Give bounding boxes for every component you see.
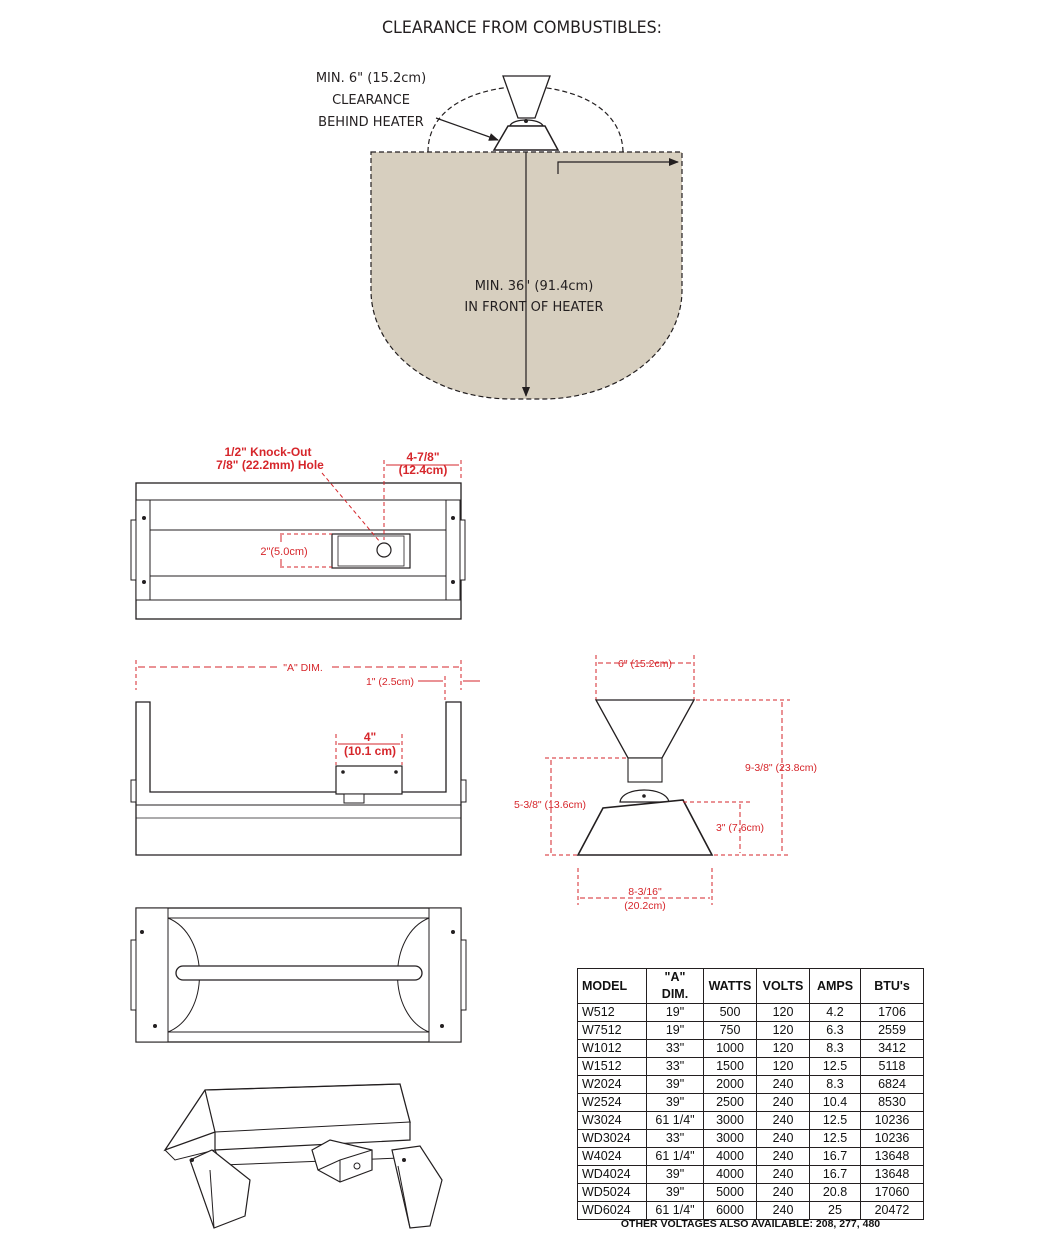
behind-clearance-label-1: MIN. 6" (15.2cm) [315, 71, 427, 86]
table-cell: 61 1/4" [647, 1112, 704, 1130]
table-cell: WD6024 [578, 1202, 647, 1220]
header-btus: BTU's [861, 969, 924, 1004]
table-cell: 1500 [704, 1058, 757, 1076]
table-cell: 33" [647, 1040, 704, 1058]
table-cell: W2524 [578, 1094, 647, 1112]
table-cell: 6824 [861, 1076, 924, 1094]
a-dim-label: "A" DIM. [283, 662, 323, 674]
table-cell: 8530 [861, 1094, 924, 1112]
table-cell: 39" [647, 1076, 704, 1094]
table-cell: W1512 [578, 1058, 647, 1076]
table-row [578, 1076, 924, 1094]
model-spec-table [577, 968, 924, 1220]
table-cell: 33" [647, 1058, 704, 1076]
behind-clearance-label-3: BEHIND HEATER [318, 115, 424, 130]
table-cell: 39" [647, 1166, 704, 1184]
table-cell: 1706 [861, 1004, 924, 1022]
heater-side-view [514, 655, 817, 912]
table-cell: 5000 [704, 1184, 757, 1202]
table-cell: 3412 [861, 1040, 924, 1058]
bottom-width-label-1: 8-3/16" [628, 886, 662, 898]
table-cell: 13648 [861, 1148, 924, 1166]
table-row [578, 1130, 924, 1148]
end-gap-label: 1" (2.5cm) [365, 676, 415, 688]
table-cell: W1012 [578, 1040, 647, 1058]
table-cell: 8.3 [810, 1076, 861, 1094]
table-cell: 10236 [861, 1130, 924, 1148]
table-row [578, 1184, 924, 1202]
clearance-title: CLEARANCE FROM COMBUSTIBLES: [382, 18, 662, 38]
table-cell: 1000 [704, 1040, 757, 1058]
table-cell: 120 [757, 1004, 810, 1022]
table-cell: 240 [757, 1184, 810, 1202]
bracket-width-label: 6" (15.2cm) [618, 658, 672, 670]
table-cell: 120 [757, 1040, 810, 1058]
table-cell: 39" [647, 1094, 704, 1112]
table-cell: 12.5 [810, 1058, 861, 1076]
table-cell: 8.3 [810, 1040, 861, 1058]
offset-label-1: 4-7/8" [406, 450, 440, 464]
header-watts: WATTS [704, 969, 757, 1004]
table-cell: 240 [757, 1076, 810, 1094]
table-cell: 4.2 [810, 1004, 861, 1022]
table-row [578, 1112, 924, 1130]
heating-element [176, 966, 422, 980]
table-cell: 240 [757, 1112, 810, 1130]
header-model: MODEL [578, 969, 647, 1004]
knockout-hole [377, 543, 391, 557]
table-cell: W3024 [578, 1112, 647, 1130]
table-row [578, 1040, 924, 1058]
offset-label-2: (12.4cm) [398, 463, 448, 477]
table-cell: 10236 [861, 1112, 924, 1130]
table-cell: WD5024 [578, 1184, 647, 1202]
table-cell: 2559 [861, 1022, 924, 1040]
box-width-label-2: (10.1 cm) [343, 744, 397, 758]
header-amps: AMPS [810, 969, 861, 1004]
table-cell: 6000 [704, 1202, 757, 1220]
table-cell: 240 [757, 1202, 810, 1220]
table-cell: 240 [757, 1094, 810, 1112]
table-row [578, 1022, 924, 1040]
table-cell: 240 [757, 1130, 810, 1148]
table-cell: 10.4 [810, 1094, 861, 1112]
body-height-label: 5-3/8" (13.6cm) [513, 799, 587, 811]
table-cell: 25 [810, 1202, 861, 1220]
table-cell: 16.7 [810, 1148, 861, 1166]
table-row [578, 1202, 924, 1220]
heater-top-icon [494, 76, 558, 150]
table-row [578, 1004, 924, 1022]
heater-isometric-view [165, 1084, 442, 1228]
box-width-label-1: 4" [363, 730, 377, 744]
table-cell: 20472 [861, 1202, 924, 1220]
table-cell: 12.5 [810, 1112, 861, 1130]
table-row [578, 1094, 924, 1112]
table-cell: W4024 [578, 1148, 647, 1166]
heater-top-view [131, 445, 465, 619]
table-row [578, 1058, 924, 1076]
table-cell: 16.7 [810, 1166, 861, 1184]
table-cell: 2000 [704, 1076, 757, 1094]
table-cell: 4000 [704, 1166, 757, 1184]
knockout-label-2: 7/8" (22.2mm) Hole [216, 458, 324, 472]
table-row [578, 1148, 924, 1166]
table-cell: 6.3 [810, 1022, 861, 1040]
table-cell: 13648 [861, 1166, 924, 1184]
overall-height-label: 9-3/8" (23.8cm) [744, 762, 818, 774]
table-cell: 4000 [704, 1148, 757, 1166]
table-cell: W2024 [578, 1076, 647, 1094]
heater-front-view [131, 660, 480, 855]
table-row [578, 1166, 924, 1184]
table-cell: 12.5 [810, 1130, 861, 1148]
table-cell: 3000 [704, 1130, 757, 1148]
heater-bottom-view [131, 908, 466, 1042]
behind-clearance-label-2: CLEARANCE [332, 93, 410, 108]
voltage-footnote: OTHER VOLTAGES ALSO AVAILABLE: 208, 277, 480 [620, 1218, 881, 1230]
table-cell: 19" [647, 1004, 704, 1022]
table-cell: 120 [757, 1022, 810, 1040]
table-cell: WD3024 [578, 1130, 647, 1148]
box-height-label: 2"(5.0cm) [260, 546, 308, 558]
table-cell: 3000 [704, 1112, 757, 1130]
table-cell: 5118 [861, 1058, 924, 1076]
table-cell: 500 [704, 1004, 757, 1022]
table-cell: 240 [757, 1148, 810, 1166]
table-cell: 240 [757, 1166, 810, 1184]
front-clearance-label-1: MIN. 36" (91.4cm) [474, 279, 594, 294]
header-a-dim: "A" DIM. [647, 969, 704, 1004]
header-volts: VOLTS [757, 969, 810, 1004]
table-cell: 39" [647, 1184, 704, 1202]
front-junction-box [336, 766, 402, 794]
bottom-width-label-2: (20.2cm) [624, 900, 666, 912]
table-cell: WD4024 [578, 1166, 647, 1184]
clearance-diagram [316, 18, 682, 399]
iso-junction-box [312, 1140, 372, 1182]
table-cell: 120 [757, 1058, 810, 1076]
table-cell: 2500 [704, 1094, 757, 1112]
table-cell: 20.8 [810, 1184, 861, 1202]
behind-clearance-arrow [436, 118, 498, 140]
table-cell: 19" [647, 1022, 704, 1040]
table-cell: 17060 [861, 1184, 924, 1202]
table-cell: W512 [578, 1004, 647, 1022]
table-cell: W7512 [578, 1022, 647, 1040]
table-cell: 61 1/4" [647, 1148, 704, 1166]
table-header-row [578, 969, 924, 1004]
table-cell: 750 [704, 1022, 757, 1040]
table-cell: 61 1/4" [647, 1202, 704, 1220]
front-clearance-label-2: IN FRONT OF HEATER [464, 300, 604, 315]
table-cell: 33" [647, 1130, 704, 1148]
knockout-label-1: 1/2" Knock-Out [224, 445, 312, 459]
reflector-height-label: 3" (7.6cm) [715, 822, 765, 834]
